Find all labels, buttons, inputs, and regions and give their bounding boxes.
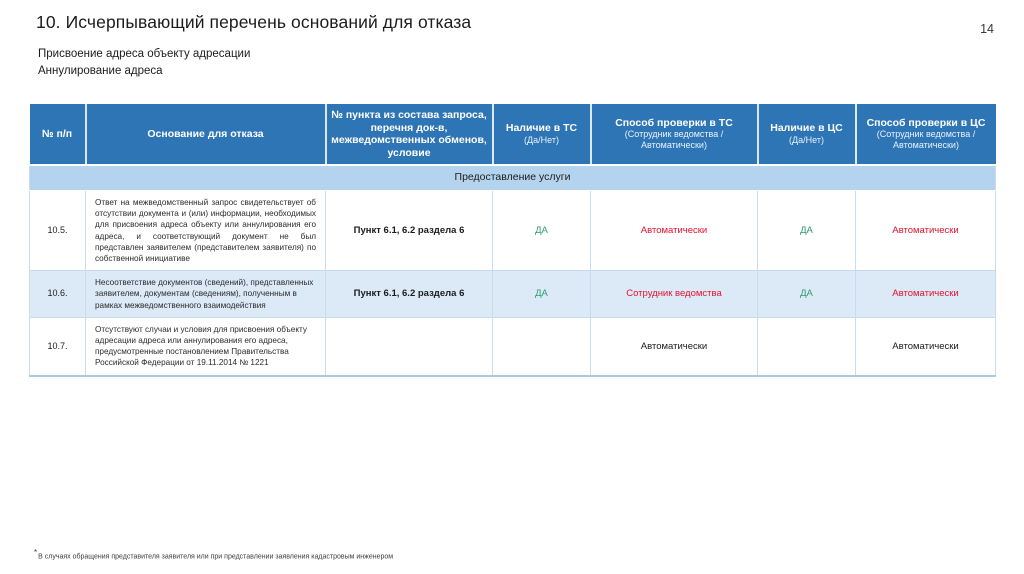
row-ts-presence: ДА — [493, 271, 591, 318]
row-cs-method: Автоматически — [856, 191, 996, 271]
column-header-ts-method: Способ проверки в ТС (Сотрудник ведомства / Автоматически) — [591, 104, 758, 165]
table-row — [30, 191, 996, 271]
column-header-cs-method: Способ проверки в ЦС (Сотрудник ведомства / Автоматически) — [856, 104, 996, 165]
column-header-point: № пункта из состава запроса, перечня док-в, межведомственных обменов, условие — [326, 104, 493, 165]
row-reason: Отсутствуют случаи и условия для присвоения объекту адресации адреса или аннулирования его адреса, предусмотренные постановлением Правительства Российской Федерации от 19.11.2014 № 1221 — [86, 317, 326, 375]
row-cs-presence: ДА — [758, 191, 856, 271]
table-body — [30, 165, 996, 376]
row-point: Пункт 6.1, 6.2 раздела 6 — [326, 271, 493, 318]
section-banner-label: Предоставление услуги — [30, 165, 996, 191]
row-reason: Несоответствие документов (сведений), представленных заявителем, документам (сведениям), полученным в рамках межведомственного взаимодействия — [86, 271, 326, 318]
row-cs-presence — [758, 317, 856, 375]
row-cs-method: Автоматически — [856, 317, 996, 375]
subtitle-line-2: Аннулирование адреса — [38, 64, 163, 77]
table-row — [30, 271, 996, 318]
column-header-ts-presence: Наличие в ТС (Да/Нет) — [493, 104, 591, 165]
row-ts-method: Автоматически — [591, 191, 758, 271]
column-header-number: № п/п — [30, 104, 86, 165]
subtitle-line-1: Присвоение адреса объекту адресации — [38, 48, 251, 60]
row-reason: Ответ на межведомственный запрос свидетельствует об отсутствии документа и (или) информации, необходимых для присвоения адреса объекту или аннулирования его адреса, и соответствующий документ не был представлен заявителем (представителем заявителя) по собственной инициативе — [86, 191, 326, 271]
row-ts-method: Сотрудник ведомства — [591, 271, 758, 318]
refusal-grounds-table-container — [29, 104, 995, 377]
row-cs-presence: ДА — [758, 271, 856, 318]
page-number: 14 — [980, 22, 994, 36]
page-title: 10. Исчерпывающий перечень оснований для отказа — [36, 12, 472, 32]
row-cs-method: Автоматически — [856, 271, 996, 318]
table-header — [30, 104, 996, 165]
row-ts-presence — [493, 317, 591, 375]
subtitle-block — [38, 46, 250, 79]
table-row — [30, 317, 996, 375]
row-ts-method: Автоматически — [591, 317, 758, 375]
row-point: Пункт 6.1, 6.2 раздела 6 — [326, 191, 493, 271]
row-number: 10.6. — [30, 271, 86, 318]
row-point — [326, 317, 493, 375]
table-header-row — [30, 104, 996, 165]
row-number: 10.7. — [30, 317, 86, 375]
section-banner-row — [30, 165, 996, 191]
footnote — [34, 548, 393, 562]
refusal-grounds-table — [29, 104, 996, 377]
row-ts-presence: ДА — [493, 191, 591, 271]
footnote-text: В случаях обращения представителя заявителя или при представлении заявления кадастровым инженером — [38, 553, 394, 560]
column-header-reason: Основание для отказа — [86, 104, 326, 165]
footnote-marker: * — [34, 547, 38, 557]
row-number: 10.5. — [30, 191, 86, 271]
column-header-cs-presence: Наличие в ЦС (Да/Нет) — [758, 104, 856, 165]
